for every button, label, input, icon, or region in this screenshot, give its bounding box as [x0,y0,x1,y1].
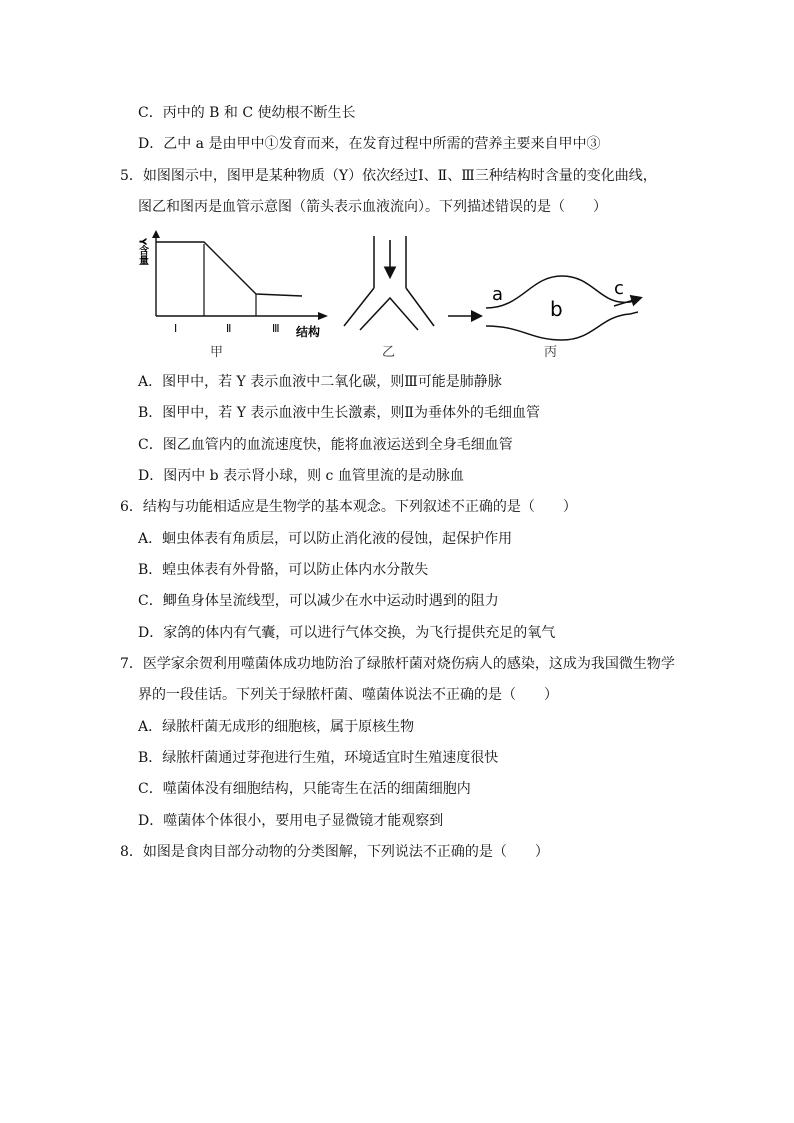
q5-option-a: A．图甲中，若 Y 表示血液中二氧化碳，则Ⅲ可能是肺静脉 [138,374,502,390]
q6-stem: 6．结构与功能相适应是生物学的基本观念。下列叙述不正确的是（ ） [120,499,577,515]
jia-x-arrow-icon [318,312,328,320]
q6-option-a: A．蛔虫体表有角质层，可以防止消化液的侵蚀，起保护作用 [138,531,513,547]
jia-tick-2: Ⅱ [226,322,232,335]
bing-caption: 丙 [544,345,558,360]
q5-stem-line-1: 5．如图图示中，图甲是某种物质（Y）依次经过Ⅰ、Ⅱ、Ⅲ三种结构时含量的变化曲线， [120,168,657,184]
bing-label-a: a [492,284,504,305]
jia-tick-3: Ⅲ [272,322,280,335]
figure-jia [137,230,329,360]
q4-option-d: D．乙中 a 是由甲中①发育而来，在发育过程中所需的营养主要来自甲中③ [138,136,601,152]
jia-y-label: Y含量 [136,238,148,266]
q7-option-b: B．绿脓杆菌通过芽孢进行生殖，环境适宜时生殖速度很快 [138,750,499,766]
q6-option-b: B．蝗虫体表有外骨骼，可以防止体内水分散失 [138,562,429,578]
q5-option-c: C．图乙血管内的血流速度快，能将血液运送到全身毛细血管 [138,437,513,453]
jia-curve [156,242,302,296]
jia-tick-1: Ⅰ [174,322,178,335]
q7-stem-line-1: 7．医学家余贺利用噬菌体成功地防治了绿脓杆菌对烧伤病人的感染，这成为我国微生物学 [120,656,675,672]
q5-option-b: B．图甲中，若 Y 表示血液中生长激素，则Ⅱ为垂体外的毛细血管 [138,405,540,421]
q4-option-c: C．丙中的 B 和 C 使幼根不断生长 [138,105,356,121]
figure-yi [344,236,434,360]
figure-bing [448,276,640,360]
q6-option-d: D．家鸽的体内有气囊，可以进行气体交换，为飞行提供充足的氧气 [138,625,556,641]
q7-stem-line-2: 界的一段佳话。下列关于绿脓杆菌、噬菌体说法不正确的是（ ） [138,687,558,703]
yi-caption: 乙 [382,345,396,360]
q5-stem-line-2: 图乙和图丙是血管示意图（箭头表示血液流向）。下列描述错误的是（ ） [138,199,607,215]
bing-label-b: b [550,297,563,321]
bing-label-c: c [614,278,624,299]
q7-option-d: D．噬菌体个体很小，要用电子显微镜才能观察到 [138,813,444,829]
jia-y-arrow-icon [152,230,160,238]
q7-option-a: A．绿脓杆菌无成形的细胞核，属于原核生物 [138,719,415,735]
jia-x-label: 结构 [296,325,321,339]
q6-option-c: C．鲫鱼身体呈流线型，可以减少在水中运动时遇到的阻力 [138,593,499,609]
q5-figure [130,226,670,366]
q7-option-c: C．噬菌体没有细胞结构，只能寄生在活的细菌细胞内 [138,781,471,797]
jia-caption: 甲 [210,345,224,360]
q8-stem: 8．如图是食肉目部分动物的分类图解，下列说法不正确的是（ ） [120,844,549,860]
q5-option-d: D．图丙中 b 表示肾小球，则 c 血管里流的是动脉血 [138,468,464,484]
